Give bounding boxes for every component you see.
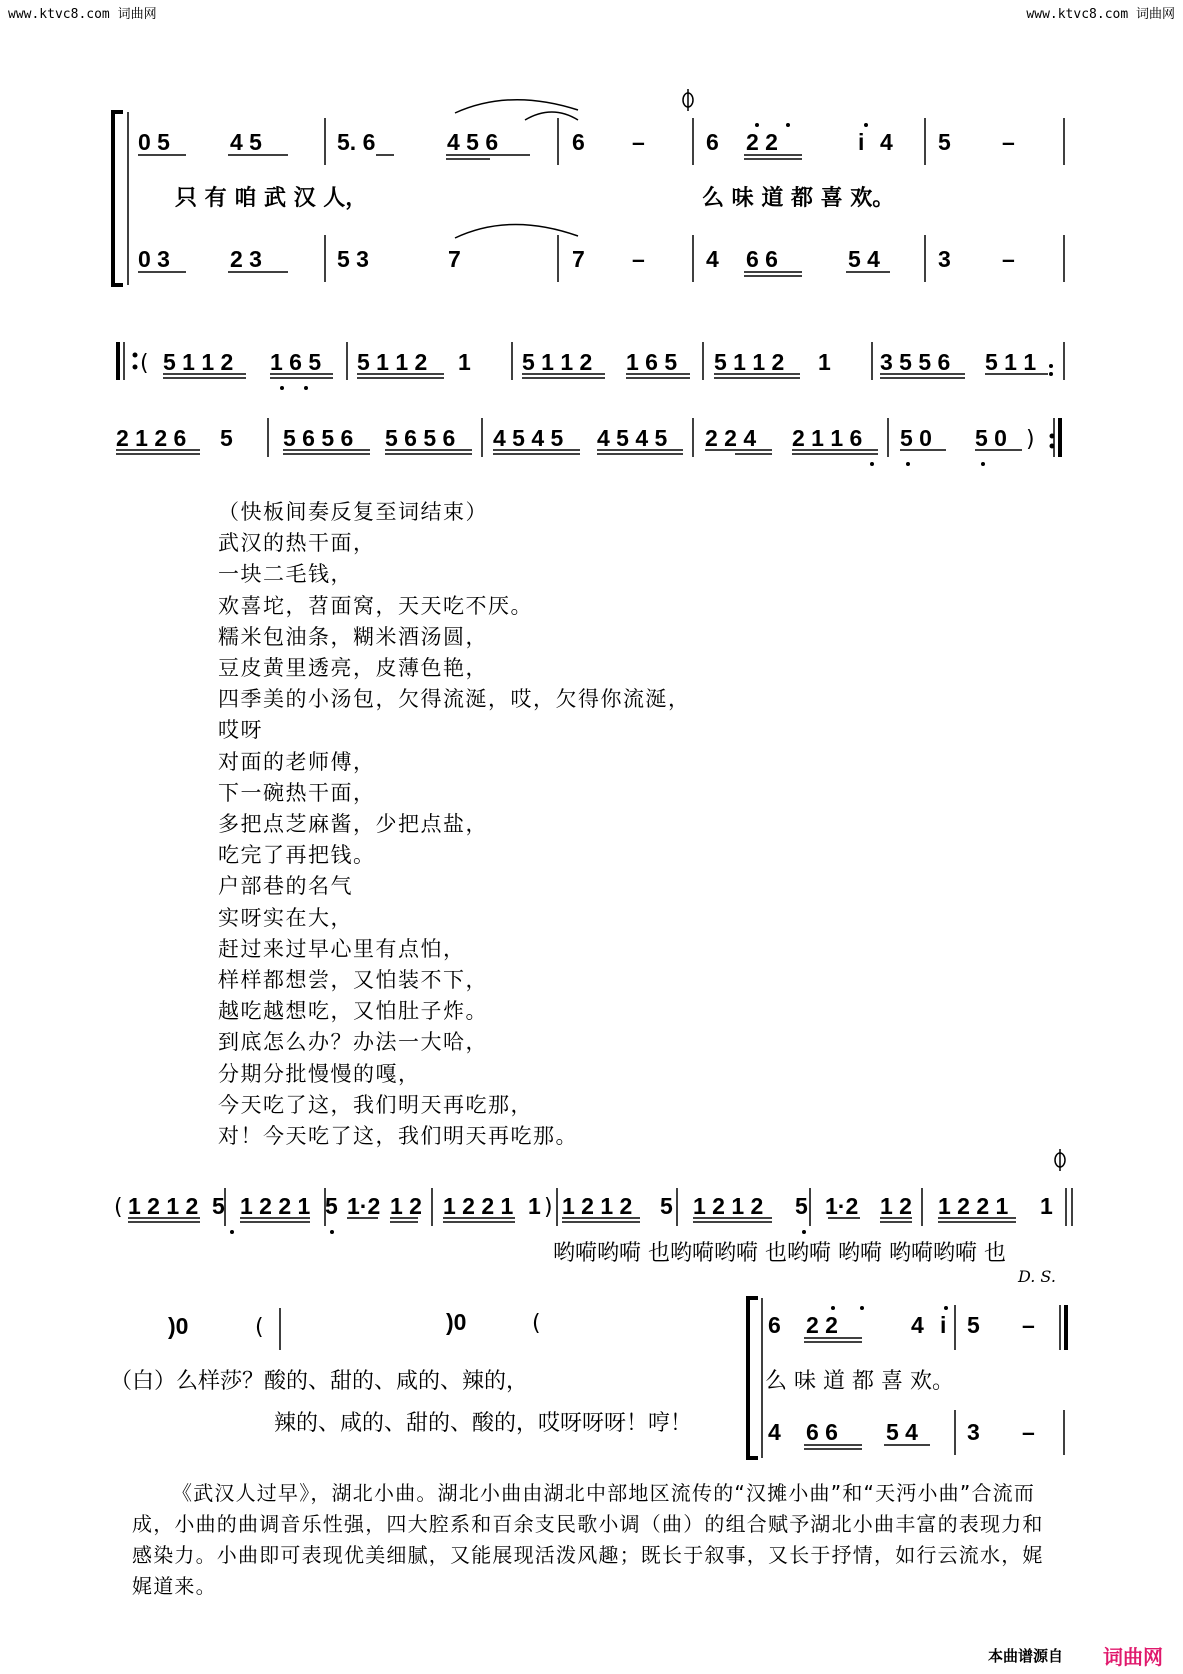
s2-note-2: 1 6 5 [270, 349, 322, 375]
s3-note-6: 4 5 4 5 [597, 425, 668, 451]
lyrics-stanza [218, 497, 691, 1152]
s3-note-4: 5 6 5 6 [385, 425, 456, 451]
s3-note-3: 5 6 5 6 [283, 425, 354, 451]
stanza-line: 分期分批慢慢的嘎， [218, 1061, 421, 1086]
stanza-line: 多把点芝麻酱，少把点盐， [218, 812, 488, 837]
s1-lyrics-left: 只 有 咱 武 汉 人， [175, 186, 368, 211]
s3-note-5: 4 5 4 5 [493, 425, 564, 451]
s5-note-6: – [1022, 1312, 1035, 1338]
svg-text:(: ( [114, 1195, 123, 1220]
s5-lower-2: 6 6 [806, 1419, 838, 1445]
s4-note-7: 1 2 2 1 [443, 1193, 514, 1219]
s1-lower-6: – [632, 246, 645, 272]
s5-lower-5: – [1022, 1419, 1035, 1445]
s3-note-2: 5 [220, 425, 233, 451]
s1-lower-1: 0 3 [138, 246, 170, 272]
s5-note-3: i [940, 1312, 947, 1338]
s2-note-10: 5 1 1 [985, 349, 1037, 375]
stanza-line: 一块二毛钱， [218, 562, 353, 587]
s1-lower-7: 4 [706, 246, 719, 272]
s1-lower-5: 7 [572, 246, 585, 272]
stanza-line: 对面的老师傅， [218, 749, 376, 774]
s5-note-4: 4 [911, 1312, 924, 1338]
footer-source-text: 本曲谱源自 [987, 1647, 1063, 1665]
s1-note-2: 4 5 [230, 129, 262, 155]
s4-note-3: 1 2 2 1 [240, 1193, 311, 1219]
site-watermark-left: www.ktvc8.com 词曲网 [8, 7, 157, 22]
s1-note-5: 6 [572, 129, 585, 155]
stanza-line: 吃完了再把钱。 [218, 843, 376, 868]
stanza-line: 哎呀 [218, 718, 263, 743]
s3-note-8: 2 1 1 6 [792, 425, 863, 451]
s1-lower-4: 7 [448, 246, 461, 272]
s5-note-5: 5 [967, 1312, 980, 1338]
s1-lyrics-right: 么 味 道 都 喜 欢。 [702, 186, 895, 211]
s5-lower-4: 3 [967, 1419, 980, 1445]
s3-note-7: 2 2 4 [705, 425, 757, 451]
s4-note-8: 1 [528, 1193, 541, 1219]
s4-note-6: 1 2 [390, 1193, 422, 1219]
s1-note-10: 4 [880, 129, 893, 155]
s1-lower-3: 5 3 [337, 246, 369, 272]
site-watermark-right: www.ktvc8.com 词曲网 [1026, 7, 1175, 22]
s4-note-12: 5 [795, 1193, 808, 1219]
stanza-line: 今天吃了这，我们明天再吃那， [218, 1092, 533, 1117]
s3-note-10: 5 0 [975, 425, 1007, 451]
s4-note-5: 1·2 [347, 1193, 381, 1219]
s4-note-14: 1 2 [880, 1193, 912, 1219]
s3-note-1: 2 1 2 6 [116, 425, 187, 451]
s4-note-11: 1 2 1 2 [693, 1193, 764, 1219]
s2-note-8: 1 [818, 349, 831, 375]
s1-lower-9: 5 4 [848, 246, 880, 272]
s1-lower-2: 2 3 [230, 246, 262, 272]
s5-lower-3: 5 4 [886, 1419, 918, 1445]
ds-marking: D. S. [1018, 1267, 1056, 1286]
song-description: 《武汉人过早》，湖北小曲。湖北小曲由湖北中部地区流传的“汉摊小曲”和“天沔小曲”合流而成，小曲的曲调音乐性强，四大腔系和百余支民歌小调（曲）的组合赋予湖北小曲丰富的表现力和感染力。小曲即可表现优美细腻，又能展现活泼风趣；既长于叙事，又长于抒情，如行云流水，娓娓道来。 [132, 1481, 1044, 1598]
svg-text:(: ( [140, 351, 149, 376]
stanza-line: 对！今天吃了这，我们明天再吃那。 [218, 1124, 578, 1149]
stanza-line: 到底怎么办？办法一大哈， [218, 1030, 488, 1055]
s5-lyrics: 么 味 道 都 喜 欢。 [765, 1369, 954, 1394]
stanza-line: 四季美的小汤包，欠得流涎，哎，欠得你流涎， [218, 687, 691, 712]
s2-note-3: 5 1 1 2 [357, 349, 428, 375]
s1-lower-10: 3 [938, 246, 951, 272]
s5-paren-2: ( [532, 1311, 541, 1336]
svg-text:): ) [544, 1195, 553, 1220]
s1-note-9: i [858, 129, 865, 155]
s2-note-5: 5 1 1 2 [522, 349, 593, 375]
s1-note-3: 5. 6 [337, 129, 376, 155]
stanza-line: 样样都想尝，又怕装不下， [218, 968, 488, 993]
s4-note-1: 1 2 1 2 [128, 1193, 199, 1219]
s5-note-1: 6 [768, 1312, 781, 1338]
s2-note-9: 3 5 5 6 [880, 349, 951, 375]
s1-note-12: – [1002, 129, 1015, 155]
s5-lower-1: 4 [768, 1419, 781, 1445]
spoken-line-1: （白）么样莎？酸的、甜的、咸的、辣的， [110, 1369, 529, 1394]
s4-note-10: 5 [660, 1193, 673, 1219]
s1-note-6: – [632, 129, 645, 155]
spoken-line-2: 辣的、咸的、甜的、酸的，哎呀呀呀！哼！ [274, 1411, 693, 1436]
s1-note-1: 0 5 [138, 129, 170, 155]
s1-note-11: 5 [938, 129, 951, 155]
s1-note-8: 2 2 [746, 129, 778, 155]
stanza-line: 实呀实在大， [218, 905, 353, 930]
s2-note-4: 1 [458, 349, 471, 375]
s5-note-2: 2 2 [806, 1312, 838, 1338]
s1-lower-8: 6 6 [746, 246, 778, 272]
stanza-line: （快板间奏反复至词结束） [218, 500, 488, 524]
stanza-line: 欢喜坨，苕面窝，天天吃不厌。 [218, 593, 533, 618]
s4-note-9: 1 2 1 2 [562, 1193, 633, 1219]
s4-lyrics: 哟嗬哟嗬 也哟嗬哟嗬 也哟嗬 哟嗬 哟嗬哟嗬 也 [553, 1241, 1006, 1266]
s5-paren-1: ( [255, 1315, 264, 1340]
s4-note-15: 1 2 2 1 [938, 1193, 1009, 1219]
stanza-line: 户部巷的名气 [218, 874, 353, 899]
stanza-line: 糯米包油条，糊米酒汤圆， [218, 624, 488, 649]
stanza-line: 豆皮黄里透亮，皮薄色艳， [218, 656, 488, 681]
s2-note-6: 1 6 5 [626, 349, 678, 375]
s4-note-4: 5 [325, 1193, 338, 1219]
s1-note-4: 4 5 6 [447, 129, 499, 155]
s2-note-7: 5 1 1 2 [714, 349, 785, 375]
stanza-line: 越吃越想吃，又怕肚子炸。 [218, 999, 488, 1024]
s1-lower-11: – [1002, 246, 1015, 272]
s5-rest-2: )0 [446, 1309, 467, 1335]
footer-logo: 词曲网 [1103, 1645, 1163, 1669]
s3-note-9: 5 0 [900, 425, 932, 451]
s4-note-2: 5 [212, 1193, 225, 1219]
stanza-line: 赶过来过早心里有点怕， [218, 936, 466, 961]
s5-rest-1: )0 [168, 1313, 189, 1339]
stanza-line: 下一碗热干面， [218, 780, 376, 805]
s2-note-1: 5 1 1 2 [163, 349, 234, 375]
s4-note-13: 1·2 [825, 1193, 859, 1219]
s1-note-7: 6 [706, 129, 719, 155]
svg-text:): ) [1026, 427, 1035, 452]
s4-note-16: 1 [1040, 1193, 1053, 1219]
stanza-line: 武汉的热干面， [218, 531, 376, 556]
